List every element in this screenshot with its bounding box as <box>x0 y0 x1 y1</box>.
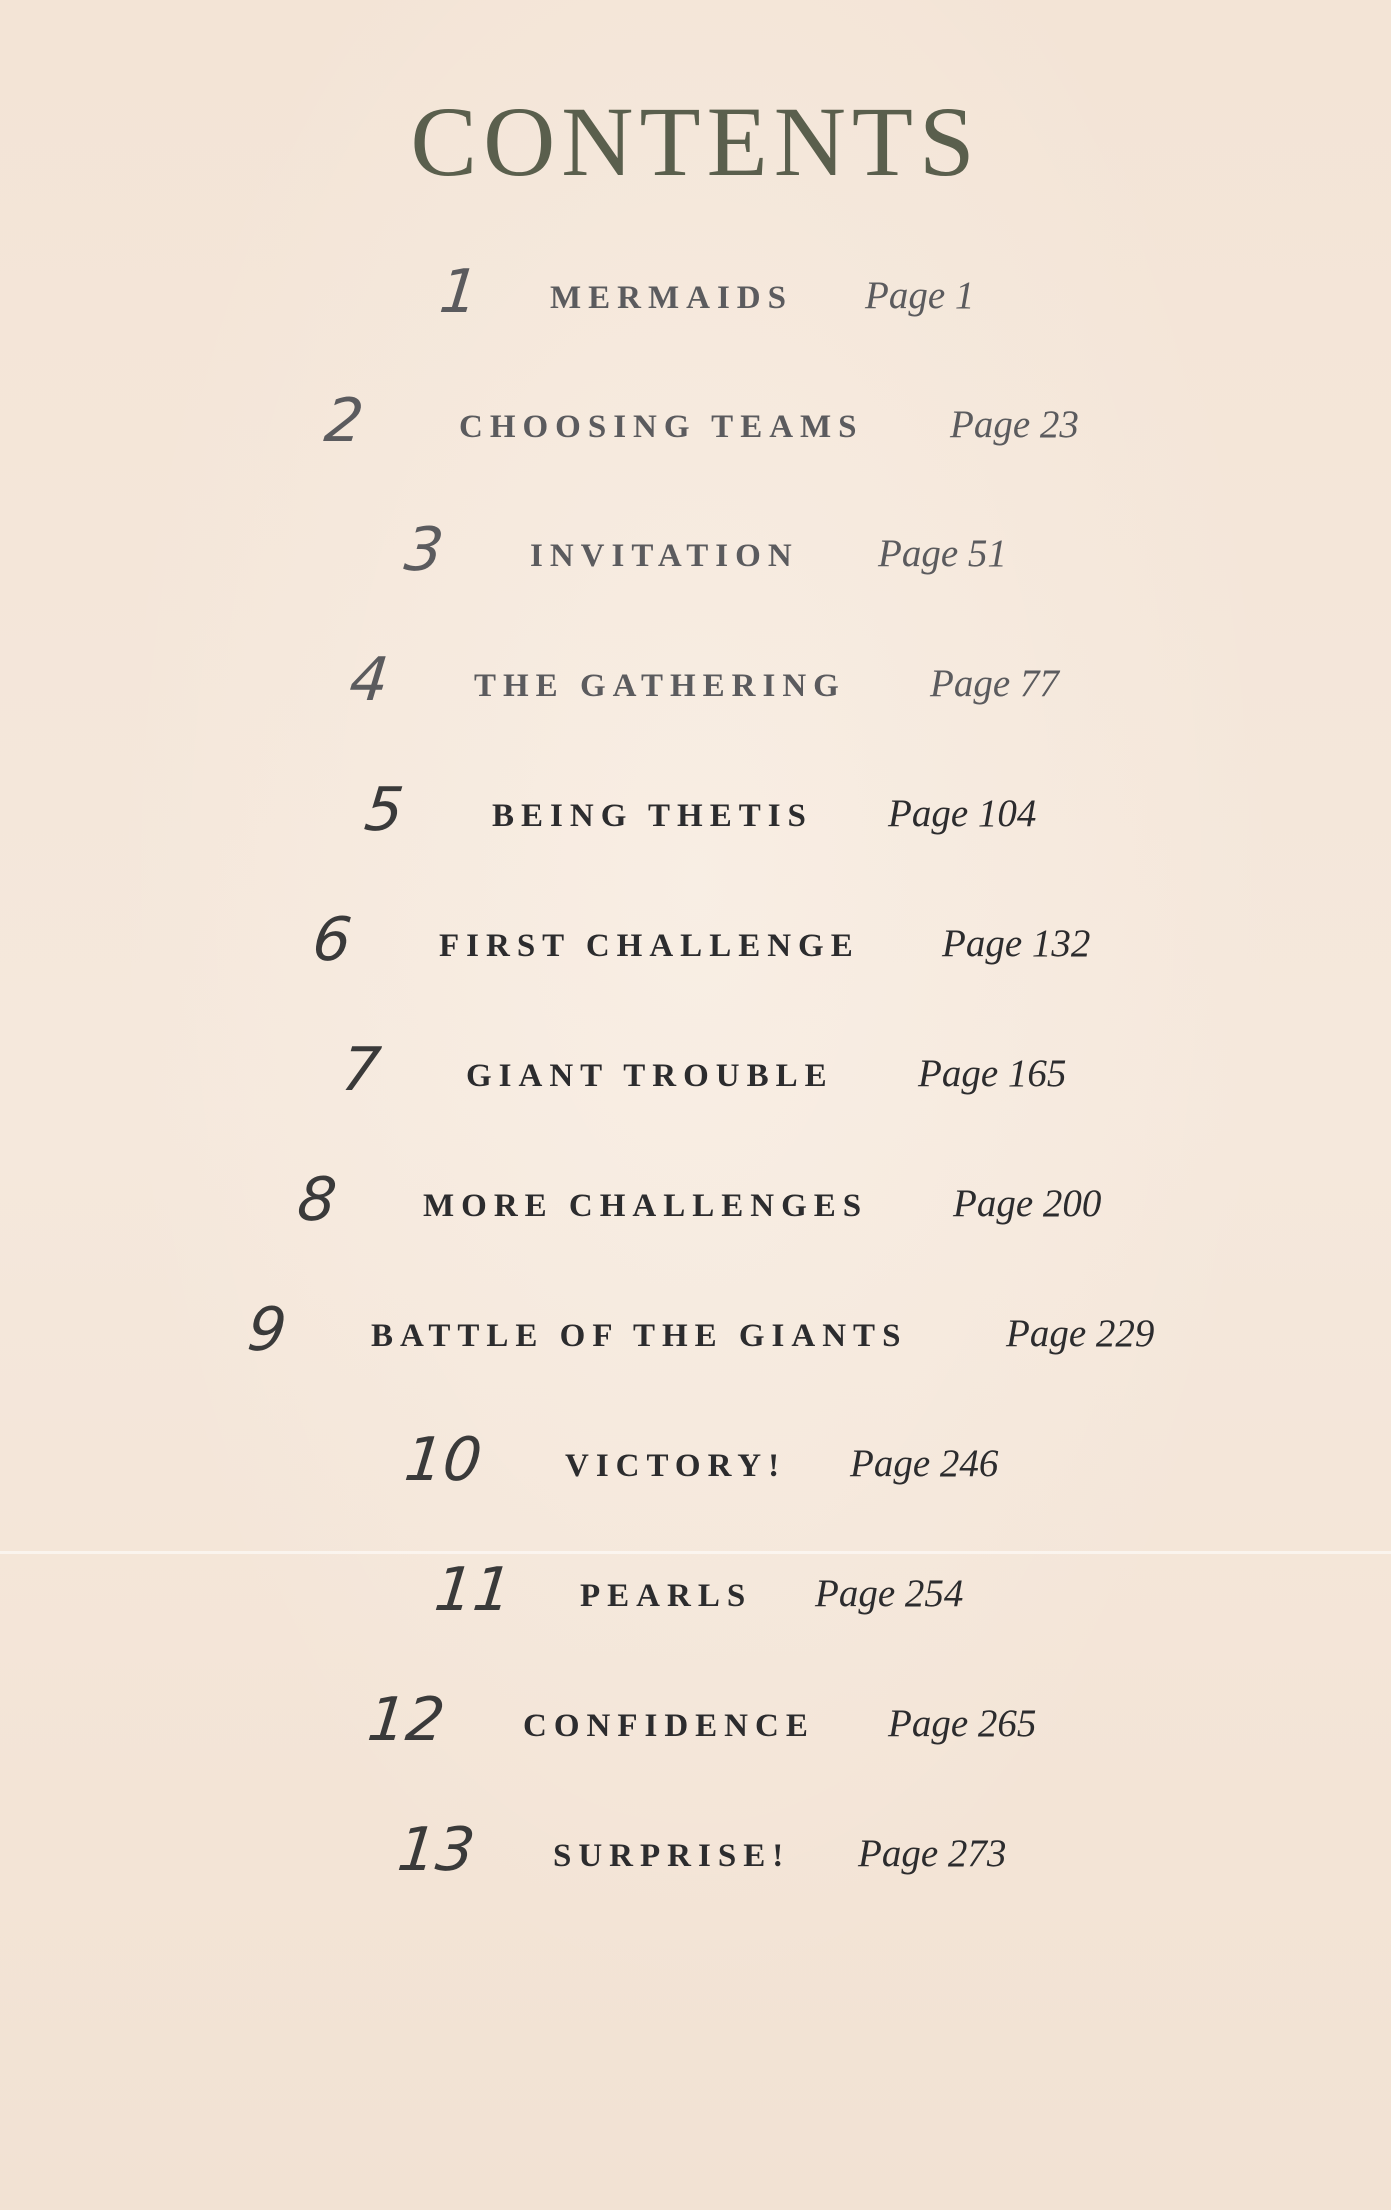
chapter-page: Page 246 <box>850 1442 999 1485</box>
chapter-title: VICTORY! <box>565 1448 787 1484</box>
chapter-number: 4 <box>346 645 392 715</box>
page-fold-line <box>0 1551 1391 1554</box>
toc-entry-5 <box>0 775 1391 860</box>
chapter-page: Page 104 <box>888 792 1037 835</box>
chapter-title: MORE CHALLENGES <box>423 1188 869 1224</box>
chapter-number: 13 <box>394 1815 479 1885</box>
toc-entry-3 <box>0 515 1391 600</box>
chapter-page: Page 132 <box>942 922 1091 965</box>
chapter-title: BATTLE OF THE GIANTS <box>371 1318 908 1354</box>
toc-entry-2 <box>0 386 1391 471</box>
chapter-title: FIRST CHALLENGE <box>439 928 860 964</box>
chapter-page: Page 200 <box>953 1182 1102 1225</box>
toc-entry-10 <box>0 1425 1391 1510</box>
chapter-number: 1 <box>436 257 482 327</box>
chapter-title: GIANT TROUBLE <box>466 1058 834 1094</box>
chapter-page: Page 229 <box>1006 1312 1155 1355</box>
chapter-number: 7 <box>338 1035 384 1105</box>
toc-entry-8 <box>0 1165 1391 1250</box>
chapter-title: SURPRISE! <box>553 1838 791 1874</box>
chapter-number: 3 <box>401 515 447 585</box>
chapter-title: MERMAIDS <box>550 280 793 316</box>
chapter-number: 5 <box>361 775 407 845</box>
chapter-number: 6 <box>309 905 355 975</box>
chapter-page: Page 273 <box>858 1832 1007 1875</box>
chapter-page: Page 265 <box>888 1702 1037 1745</box>
chapter-number: 9 <box>244 1295 290 1365</box>
chapter-page: Page 254 <box>815 1572 964 1615</box>
chapter-title: BEING THETIS <box>492 798 813 834</box>
chapter-page: Page 51 <box>878 532 1007 575</box>
toc-entry-4 <box>0 645 1391 730</box>
chapter-number: 2 <box>321 386 367 456</box>
chapter-title: CONFIDENCE <box>523 1708 815 1744</box>
chapter-page: Page 1 <box>865 274 975 317</box>
chapter-page: Page 165 <box>918 1052 1067 1095</box>
toc-entry-1 <box>0 257 1391 342</box>
toc-entry-6 <box>0 905 1391 990</box>
chapter-number: 11 <box>431 1555 516 1625</box>
toc-entry-11 <box>0 1555 1391 1640</box>
chapter-number: 12 <box>364 1685 449 1755</box>
toc-entry-12 <box>0 1685 1391 1770</box>
chapter-title: CHOOSING TEAMS <box>459 409 864 445</box>
chapter-title: THE GATHERING <box>474 668 846 704</box>
chapter-number: 8 <box>294 1165 340 1235</box>
chapter-page: Page 23 <box>950 403 1079 446</box>
toc-entry-13 <box>0 1815 1391 1900</box>
toc-entry-7 <box>0 1035 1391 1120</box>
chapter-number: 10 <box>401 1425 486 1495</box>
toc-entry-9 <box>0 1295 1391 1380</box>
chapter-page: Page 77 <box>930 662 1059 705</box>
chapter-title: INVITATION <box>530 538 799 574</box>
chapter-title: PEARLS <box>580 1578 753 1614</box>
page-title: CONTENTS <box>410 86 981 197</box>
